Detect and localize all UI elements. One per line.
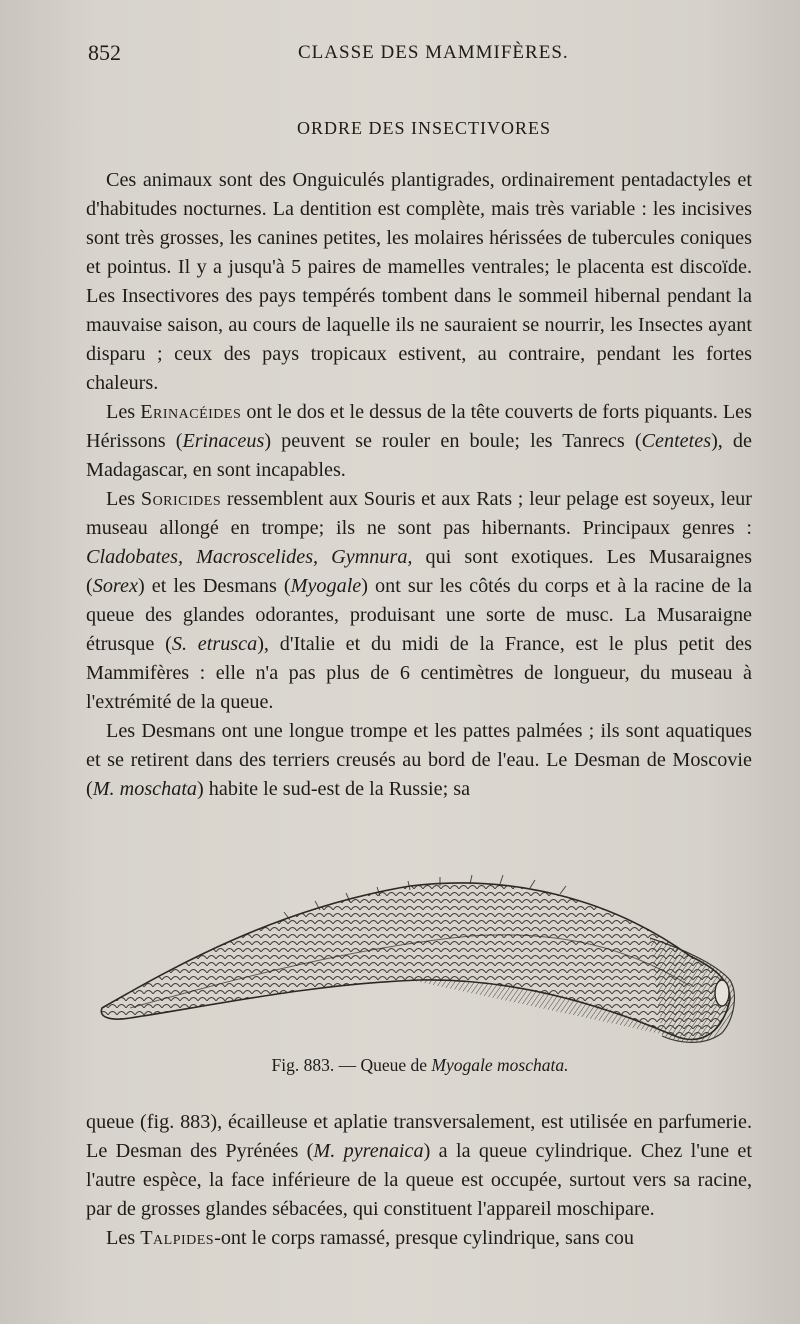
paragraph-talpides: Les Talpides-ont le corps ramassé, presque cylindrique, sans cou (106, 1227, 634, 1249)
running-head (88, 40, 760, 70)
family-name: Erinacéides (140, 401, 242, 423)
paragraph-tail-continuation: queue (fig. 883), écailleuse et aplatie transversalement, est utilisée en parfumerie. Le Desman des Pyrénées (M. pyrenaica) a la queue cylindrique. Chez l'une et l'autre espèce, la face inférieure de la queue est occupée, surtout vers sa racine, par de grosses glandes sébacées, qui constituent l'appareil moschipare. (86, 1111, 752, 1220)
main-text-bottom (86, 1108, 752, 1253)
main-text-top (86, 166, 752, 804)
paragraph-soricides: Les Soricides ressemblent aux Souris et aux Rats ; leur pelage est soyeux, leur museau allongé en trompe; ils ne sont pas hibernants. Principaux genres : Cladobates, Macroscelides, Gymnura, qui sont exotiques. Les Musaraignes (Sorex) et les Desmans (Myogale) ont sur les côtés du corps et à la racine de la queue des glandes odorantes, produisant une sorte de musc. La Musaraigne étrusque (S. etrusca), d'Italie et du midi de la France, est le plus petit des Mammifères : elle n'a pas plus de 6 centimètres de longueur, du museau à l'extrémité de la queue. (86, 488, 752, 713)
family-name: Talpides (140, 1227, 215, 1249)
figure-883 (90, 868, 750, 1078)
running-title: CLASSE DES MAMMIFÈRES. (298, 42, 569, 63)
paragraph-desmans: Les Desmans ont une longue trompe et les pattes palmées ; ils sont aquatiques et se retirent dans des terriers creusés au bord de l'eau. Le Desman de Moscovie (M. moschata) habite le sud-est de la Russie; sa (86, 720, 752, 800)
page-number: 852 (88, 40, 121, 65)
section-title: ORDRE DES INSECTIVORES (296, 118, 551, 138)
paragraph-intro: Ces animaux sont des Onguiculés plantigrades, ordinairement pentadactyles et d'habitudes nocturnes. La dentition est complète, mais très variable : les incisives sont très grosses, les canines petites, les molaires hérissées de tubercules coniques et pointus. Il y a jusqu'à 5 paires de mamelles ventrales; le placenta est discoïde. Les Insectivores des pays tempérés tombent dans le sommeil hibernal pendant la mauvaise saison, au cours de laquelle ils ne sauraient se nourrir, les Insectes ayant disparu ; ceux des pays tropicaux estivent, au contraire, pendant les fortes chaleurs. (86, 169, 752, 394)
figure-caption: Fig. 883. — Queue de Myogale moschata. (271, 1055, 569, 1075)
caption-species: Myogale moschata. (431, 1055, 569, 1075)
paragraph-erinaceides: Les Erinacéides ont le dos et le dessus de la tête couverts de forts piquants. Les Hérissons (Erinaceus) peuvent se rouler en boule; les Tanrecs (Centetes), de Madagascar, en sont incapables. (86, 401, 752, 481)
desman-tail-illustration (90, 868, 750, 1058)
family-name: Soricides (140, 488, 222, 510)
